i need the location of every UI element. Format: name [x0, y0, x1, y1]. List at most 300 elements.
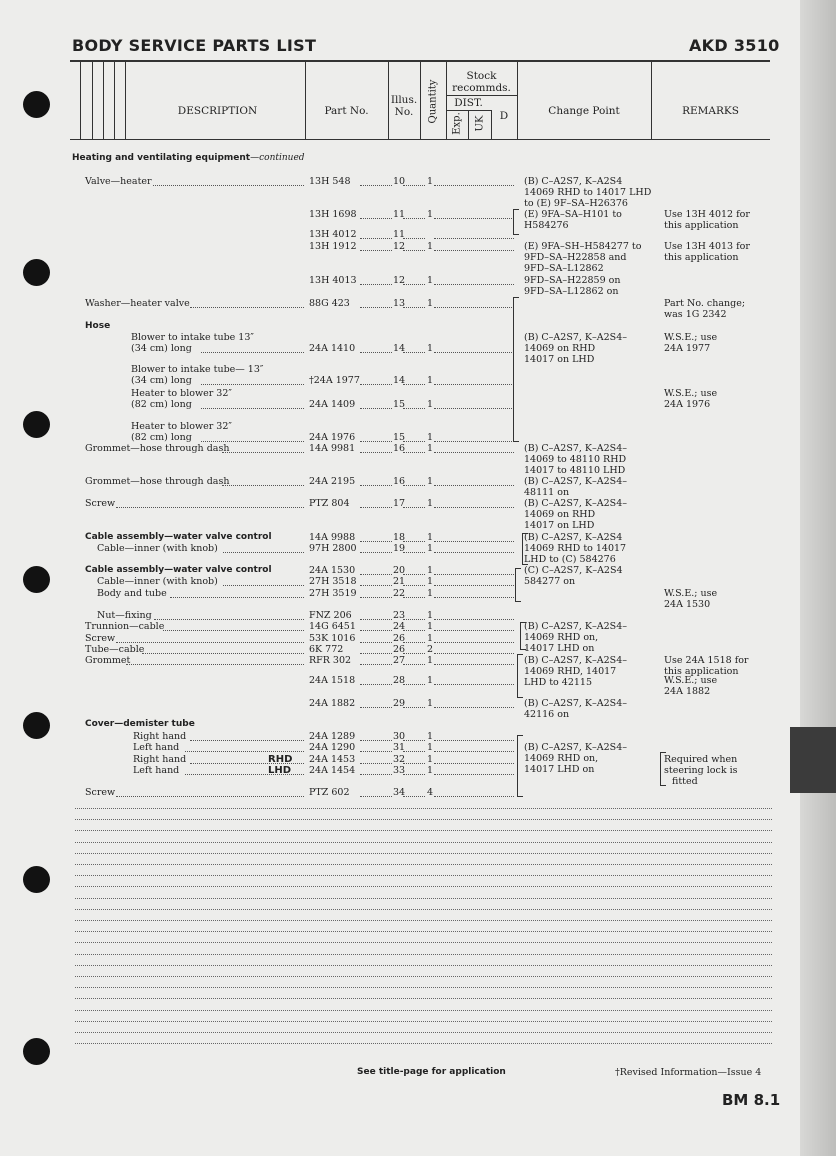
part-number: 13H 1698 [309, 209, 357, 220]
blank-line [75, 941, 772, 943]
leader-dots [360, 237, 392, 239]
quantity: 2 [427, 644, 434, 655]
leader-dots [403, 407, 425, 409]
quantity: 4 [427, 787, 434, 798]
change-point: (B) C–A2S7, K–A2S4– [524, 443, 627, 454]
remark-line2: 24A 1977 [664, 343, 711, 354]
part-number: 14A 9988 [309, 532, 356, 543]
binder-hole [23, 1038, 50, 1065]
remark: W.S.E.; use [664, 675, 718, 686]
col-header-dist: DIST. [454, 97, 483, 109]
illus-number: 11 [393, 209, 406, 220]
quantity: 1 [427, 298, 434, 309]
illus-number: 28 [393, 675, 406, 686]
change-point-line2: 14069 RHD to 14017 LHD [524, 187, 652, 198]
quantity: 1 [427, 731, 434, 742]
leader-dots [360, 641, 392, 643]
leader-dots [434, 484, 514, 486]
change-point: (B) C–A2S7, K–A2S4 [524, 176, 623, 187]
leader-dots [434, 584, 514, 586]
col-divider [92, 62, 93, 139]
change-point-line2: 14069 on RHD [524, 343, 596, 354]
leader-dots [434, 306, 514, 308]
leader-dots [403, 217, 425, 219]
part-number: 13H 1912 [309, 241, 357, 252]
leader-dots [201, 440, 304, 442]
change-point: 9FD–SA–H22859 on [524, 275, 621, 286]
leader-dots [360, 551, 392, 553]
bracket [660, 752, 666, 786]
part-number: 24A 1410 [309, 343, 356, 354]
blank-line [75, 852, 772, 854]
illus-number: 23 [393, 610, 406, 621]
change-point: (B) C–A2S7, K–A2S4– [524, 332, 627, 343]
leader-dots [223, 551, 304, 553]
col-header-description: DESCRIPTION [177, 105, 258, 117]
leader-dots [403, 283, 425, 285]
leader-dots [360, 506, 392, 508]
change-point-line2: 14069 RHD, 14017 [524, 666, 617, 677]
part-description: Left hand [133, 765, 180, 776]
leader-dots [403, 551, 425, 553]
remark: Use 13H 4013 for [664, 241, 750, 252]
remark-line3: fitted [672, 776, 698, 787]
leader-dots [360, 440, 392, 442]
col-header-remarks: REMARKS [682, 105, 739, 117]
leader-dots [434, 762, 514, 764]
illus-number: 21 [393, 576, 406, 587]
change-point-line2: 584277 on [524, 576, 576, 587]
leader-dots [434, 551, 514, 553]
part-description: Valve—heater [85, 176, 152, 187]
part-description: Grommet—hose through dash [85, 476, 230, 487]
leader-dots [360, 407, 392, 409]
leader-dots [360, 306, 392, 308]
col-divider [468, 110, 469, 139]
col-header-part-no: Part No. [324, 105, 369, 117]
leader-dots [201, 383, 304, 385]
part-number: 88G 423 [309, 298, 350, 309]
leader-dots [360, 706, 392, 708]
leader-dots [190, 739, 304, 741]
leader-dots [434, 249, 514, 251]
change-point-line2: H584276 [524, 220, 569, 231]
part-description: Blower to intake tube 13″ [131, 332, 254, 343]
illus-number: 22 [393, 588, 406, 599]
col-divider [651, 62, 652, 139]
quantity: 1 [427, 576, 434, 587]
part-description: Cable—inner (with knob) [97, 576, 218, 587]
remark: W.S.E.; use [664, 332, 718, 343]
bracket [522, 533, 528, 565]
blank-line [75, 964, 772, 966]
quantity: 1 [427, 621, 434, 632]
col-divider [388, 62, 389, 139]
leader-dots [434, 506, 514, 508]
quantity: 1 [427, 375, 434, 386]
leader-dots [434, 407, 514, 409]
col-header-change-point: Change Point [548, 105, 620, 117]
binder-hole [23, 712, 50, 739]
leader-dots [190, 762, 304, 764]
part-description: Heater to blower 32″ [131, 388, 232, 399]
remark-line2: 24A 1976 [664, 399, 711, 410]
change-point-line3: to (E) 9F–SA–H26376 [524, 198, 628, 209]
leader-dots [434, 641, 514, 643]
part-number: 14G 6451 [309, 621, 356, 632]
col-header-uk: UK [474, 115, 486, 132]
part-description: Screw [85, 633, 116, 644]
illus-number: 12 [393, 275, 406, 286]
quantity: 1 [427, 588, 434, 599]
illus-number: 15 [393, 399, 406, 410]
leader-dots [434, 596, 514, 598]
bracket [513, 209, 519, 235]
remark: W.S.E.; use [664, 388, 718, 399]
illus-number: 31 [393, 742, 406, 753]
leader-dots [434, 663, 514, 665]
col-header-exp: Exp. [451, 112, 463, 135]
illus-number: 19 [393, 543, 406, 554]
part-description: Grommet—hose through dash [85, 443, 230, 454]
part-number: 6K 772 [309, 644, 344, 655]
part-number: 97H 2800 [309, 543, 357, 554]
change-point-line3: 14017 LHD on [524, 764, 595, 775]
leader-dots [360, 217, 392, 219]
leader-dots [434, 750, 514, 752]
quantity: 1 [427, 443, 434, 454]
leader-dots [201, 407, 304, 409]
leader-dots [434, 283, 514, 285]
leader-dots [434, 739, 514, 741]
part-number: †24A 1977 [309, 375, 360, 386]
blank-line [75, 897, 772, 899]
blank-line [75, 1042, 772, 1044]
blank-line [75, 874, 772, 876]
remark: Required when [664, 754, 738, 765]
part-description-line2: (82 cm) long [131, 399, 192, 410]
leader-dots [360, 739, 392, 741]
leader-dots [360, 618, 392, 620]
change-point: (B) C–A2S7, K–A2S4– [524, 742, 627, 753]
part-number: 24A 1530 [309, 565, 356, 576]
leader-dots [360, 184, 392, 186]
leader-dots [360, 249, 392, 251]
part-description: Right hand [133, 731, 187, 742]
leader-dots [434, 184, 514, 186]
part-number: 24A 1453 [309, 754, 356, 765]
change-point: (B) C–A2S7, K–A2S4– [524, 621, 627, 632]
part-number: PTZ 602 [309, 787, 350, 798]
leader-dots [434, 440, 514, 442]
leader-dots [403, 249, 425, 251]
leader-dots [116, 506, 305, 508]
part-number: RFR 302 [309, 655, 352, 666]
leader-dots [360, 596, 392, 598]
col-header-d: D [499, 110, 509, 122]
change-point-line2: 14069 RHD on, [524, 632, 599, 643]
quantity: 1 [427, 241, 434, 252]
part-description-line2: (34 cm) long [131, 375, 192, 386]
part-description: Cable assembly—water valve control [85, 532, 272, 542]
part-description: Cable—inner (with knob) [97, 543, 218, 554]
quantity: 1 [427, 698, 434, 709]
illus-number: 10 [393, 176, 406, 187]
illus-number: 24 [393, 621, 406, 632]
quantity: 1 [427, 498, 434, 509]
part-number: 13H 4013 [309, 275, 357, 286]
blank-line [75, 807, 772, 809]
change-point: (B) C–A2S7, K–A2S4– [524, 498, 627, 509]
remark-line2: 24A 1530 [664, 599, 711, 610]
col-divider [114, 62, 115, 139]
leader-dots [434, 683, 514, 685]
quantity: 1 [427, 754, 434, 765]
blank-line [75, 818, 772, 820]
leader-dots [360, 750, 392, 752]
leader-dots [153, 184, 304, 186]
change-point: (B) C–A2S7, K–A2S4 [524, 532, 623, 543]
leader-dots [434, 217, 514, 219]
leader-dots [434, 652, 514, 654]
remark-line2: this application [664, 220, 739, 231]
leader-dots [190, 306, 304, 308]
leader-dots [403, 773, 425, 775]
part-description: Left hand [133, 742, 180, 753]
leader-dots [403, 663, 425, 665]
illus-number: 34 [393, 787, 406, 798]
leader-dots [403, 618, 425, 620]
blank-line [75, 908, 772, 910]
leader-dots [360, 663, 392, 665]
blank-line [75, 1020, 772, 1022]
leader-dots [360, 283, 392, 285]
part-description: Blower to intake tube— 13″ [131, 364, 264, 375]
leader-dots [201, 351, 304, 353]
part-number: 53K 1016 [309, 633, 356, 644]
blank-line [75, 930, 772, 932]
leader-dots [403, 383, 425, 385]
change-point: (B) C–A2S7, K–A2S4– [524, 655, 627, 666]
leader-dots [434, 540, 514, 542]
change-point-line3: 9FD–SA–L12862 [524, 263, 604, 274]
part-description-line2: (34 cm) long [131, 343, 192, 354]
part-number: 13H 4012 [309, 229, 357, 240]
part-description: Body and tube [97, 588, 167, 599]
bracket [517, 735, 523, 797]
leader-dots [403, 506, 425, 508]
remark-line2: was 1G 2342 [664, 309, 727, 320]
footer-application-note: See title-page for application [357, 1067, 506, 1077]
leader-dots [403, 641, 425, 643]
leader-dots [116, 795, 305, 797]
quantity: 1 [427, 565, 434, 576]
leader-dots [360, 762, 392, 764]
leader-dots [403, 706, 425, 708]
blank-line [75, 885, 772, 887]
illus-number: 14 [393, 343, 406, 354]
leader-dots [403, 451, 425, 453]
illus-number: 14 [393, 375, 406, 386]
part-description: Trunnion—cable [85, 621, 165, 632]
illus-number: 17 [393, 498, 406, 509]
part-description: Cable assembly—water valve control [85, 565, 272, 575]
leader-dots [434, 773, 514, 775]
quantity: 1 [427, 765, 434, 776]
illus-number: 26 [393, 644, 406, 655]
part-description: Right hand [133, 754, 187, 765]
change-point-line2: 42116 on [524, 709, 570, 720]
leader-dots [403, 762, 425, 764]
remark: W.S.E.; use [664, 588, 718, 599]
index-tab-mark [790, 727, 836, 793]
leader-dots [403, 573, 425, 575]
part-number: FNZ 206 [309, 610, 352, 621]
col-divider [103, 62, 104, 139]
part-number: 24A 1882 [309, 698, 356, 709]
leader-dots [403, 484, 425, 486]
bracket [513, 297, 519, 442]
leader-dots [434, 573, 514, 575]
bracket [515, 568, 521, 602]
leader-dots [434, 795, 514, 797]
change-point-line3: LHD to 42115 [524, 677, 593, 688]
change-point-line3: LHD to (C) 584276 [524, 554, 616, 565]
leader-dots [222, 451, 305, 453]
blank-line [75, 953, 772, 955]
leader-dots [222, 484, 305, 486]
leader-dots [360, 683, 392, 685]
illus-number: 20 [393, 565, 406, 576]
illus-number: 18 [393, 532, 406, 543]
quantity: 1 [427, 655, 434, 666]
leader-dots [163, 629, 304, 631]
change-point: (B) C–A2S7, K–A2S4– [524, 476, 627, 487]
remark: Use 13H 4012 for [664, 209, 750, 220]
illus-number: 27 [393, 655, 406, 666]
leader-dots [403, 540, 425, 542]
part-description: Grommet [85, 655, 131, 666]
illus-number: 13 [393, 298, 406, 309]
change-point-line2: 9FD–SA–L12862 on [524, 286, 619, 297]
leader-dots [403, 184, 425, 186]
blank-line [75, 841, 772, 843]
leader-dots [185, 773, 304, 775]
footer-revised-note: †Revised Information—Issue 4 [615, 1067, 762, 1078]
leader-dots [170, 596, 304, 598]
leader-dots [360, 383, 392, 385]
part-number: 24A 1454 [309, 765, 356, 776]
change-point: (B) C–A2S7, K–A2S4– [524, 698, 627, 709]
blank-line [75, 975, 772, 977]
part-description-line2: (82 cm) long [131, 432, 192, 443]
illus-number: 33 [393, 765, 406, 776]
change-point-line3: 14017 LHD on [524, 643, 595, 654]
part-number: 24A 1976 [309, 432, 356, 443]
leader-dots [403, 584, 425, 586]
part-number: 24A 1409 [309, 399, 356, 410]
quantity: 1 [427, 675, 434, 686]
col-divider [305, 62, 306, 139]
leader-dots [360, 584, 392, 586]
leader-dots [360, 351, 392, 353]
quantity: 1 [427, 476, 434, 487]
col-header-stock: Stock recommds. [452, 70, 511, 94]
change-point-line3: 14017 to 48110 LHD [524, 465, 626, 476]
binder-hole [23, 411, 50, 438]
illus-number: 11 [393, 229, 406, 240]
leader-dots [434, 618, 514, 620]
col-header-quantity: Quantity [427, 79, 439, 124]
part-description: Screw [85, 498, 116, 509]
bracket [520, 622, 526, 650]
blank-line [75, 919, 772, 921]
quantity: 1 [427, 399, 434, 410]
part-number: 24A 1290 [309, 742, 356, 753]
part-description: Cover—demister tube [85, 719, 195, 729]
remark-line2: this application [664, 666, 739, 677]
stock-divider [446, 95, 517, 96]
change-point-line3: 14017 on LHD [524, 354, 595, 365]
illus-number: 29 [393, 698, 406, 709]
part-description: Washer—heater valve [85, 298, 190, 309]
col-divider [80, 62, 81, 139]
bracket [517, 654, 523, 698]
leader-dots [116, 641, 305, 643]
change-point-line2: 9FD–SA–H22858 and [524, 252, 627, 263]
part-number: 24A 2195 [309, 476, 356, 487]
col-divider [125, 62, 126, 139]
hand-tag: RHD [268, 754, 293, 765]
blank-line [75, 863, 772, 865]
col-divider [420, 62, 421, 139]
leader-dots [360, 795, 392, 797]
leader-dots [403, 351, 425, 353]
quantity: 1 [427, 742, 434, 753]
remark-line2: 24A 1882 [664, 686, 711, 697]
part-description: Screw [85, 787, 116, 798]
blank-line [75, 1009, 772, 1011]
leader-dots [403, 750, 425, 752]
quantity: 1 [427, 532, 434, 543]
part-description: Heater to blower 32″ [131, 421, 232, 432]
leader-dots [434, 237, 514, 239]
leader-dots [360, 773, 392, 775]
blank-line [75, 829, 772, 831]
leader-dots [403, 739, 425, 741]
change-point: (C) C–A2S7, K–A2S4 [524, 565, 623, 576]
quantity: 1 [427, 209, 434, 220]
quantity: 1 [427, 176, 434, 187]
remark-line2: steering lock is [664, 765, 738, 776]
remark: Part No. change; [664, 298, 746, 309]
leader-dots [403, 306, 425, 308]
change-point-line2: 14069 on RHD [524, 509, 596, 520]
binder-hole [23, 91, 50, 118]
illus-number: 30 [393, 731, 406, 742]
quantity: 1 [427, 275, 434, 286]
remark-line2: this application [664, 252, 739, 263]
leader-dots [360, 451, 392, 453]
hand-tag: LHD [268, 765, 292, 776]
binder-hole [23, 866, 50, 893]
leader-dots [403, 440, 425, 442]
leader-dots [403, 629, 425, 631]
quantity: 1 [427, 343, 434, 354]
part-number: 27H 3519 [309, 588, 357, 599]
section-subheading: Hose [85, 321, 111, 331]
quantity: 1 [427, 610, 434, 621]
